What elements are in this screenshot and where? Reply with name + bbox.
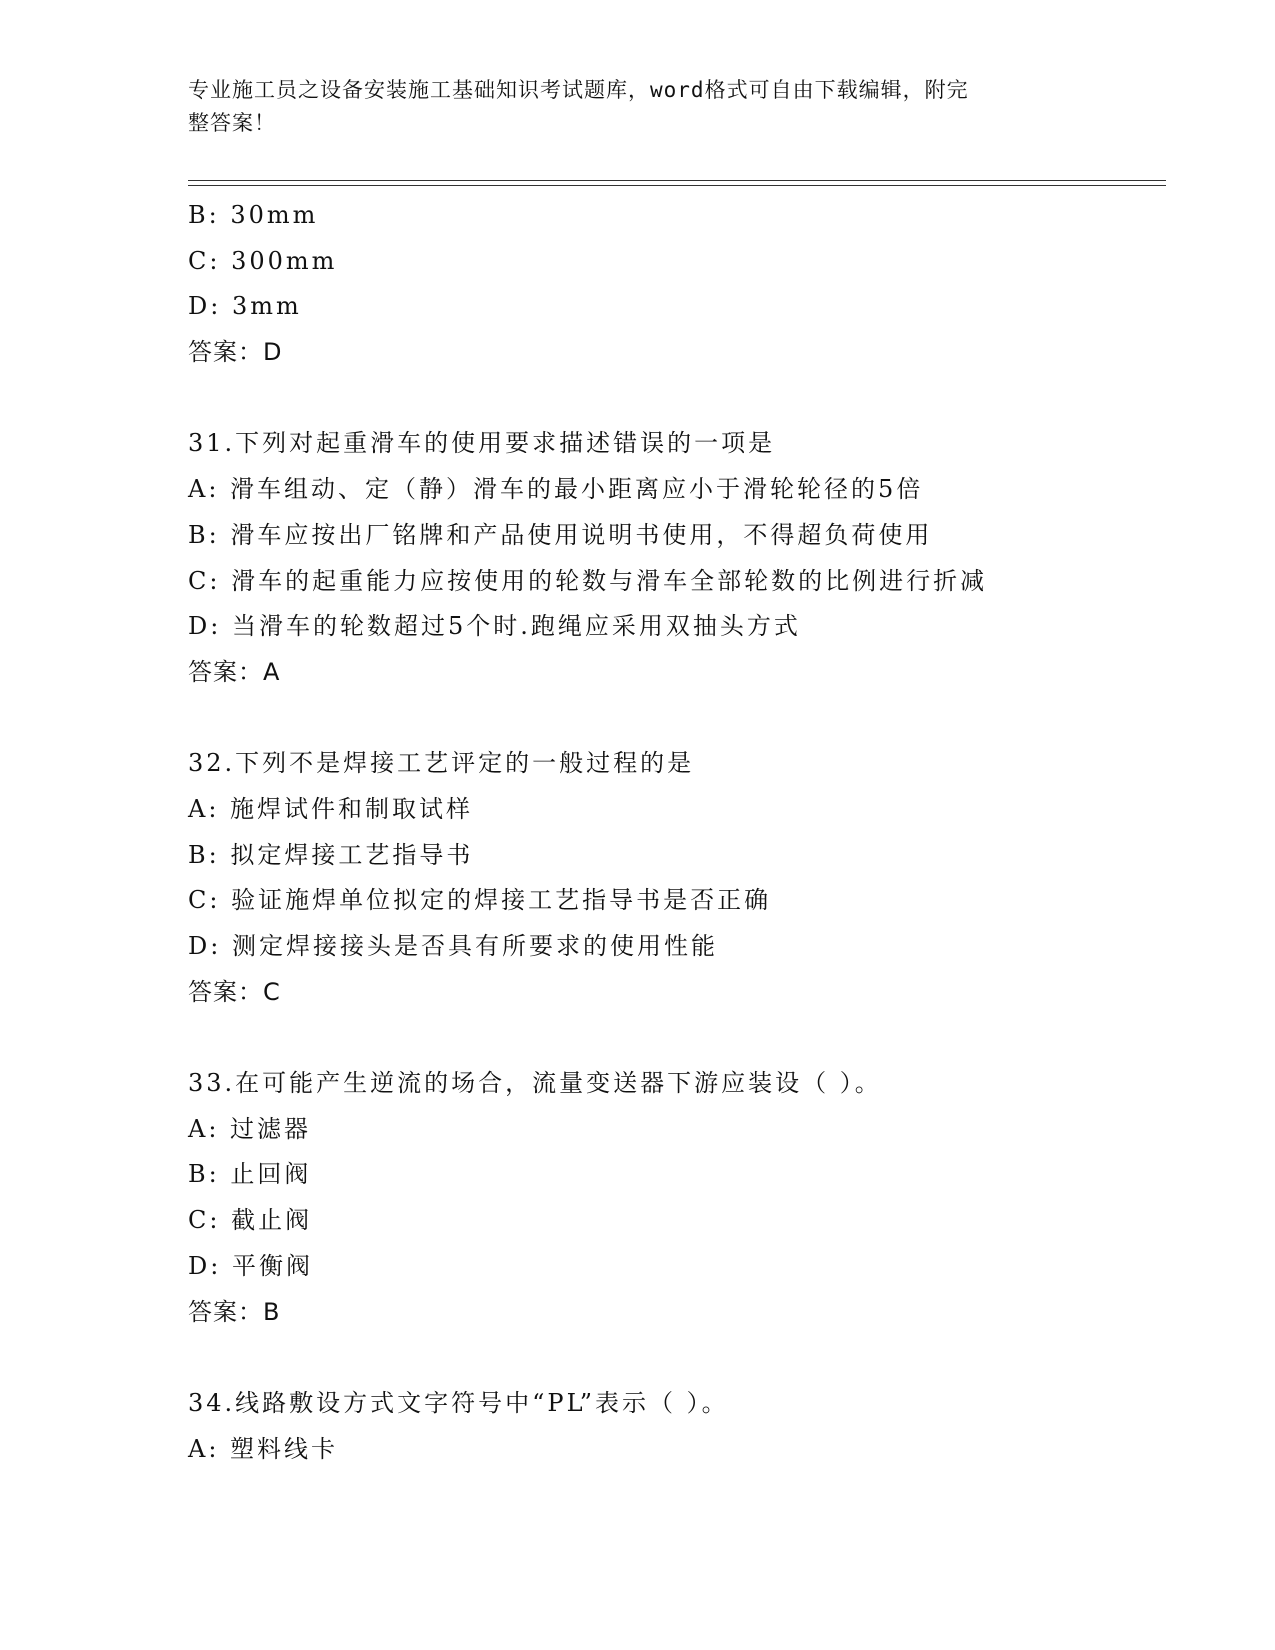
spacer xyxy=(188,376,1168,422)
option-d: D: 3mm xyxy=(188,292,302,321)
question-list xyxy=(188,193,1168,1472)
answer: 答案：C xyxy=(188,977,281,1006)
spacer xyxy=(188,1335,1168,1381)
option-b: B: 滑车应按出厂铭牌和产品使用说明书使用，不得超负荷使用 xyxy=(188,520,933,549)
question-31 xyxy=(188,421,1168,695)
option-b: B: 30mm xyxy=(188,201,319,229)
question-30-tail xyxy=(188,193,1168,376)
question-stem: 34.线路敷设方式文字符号中“PL”表示（ ）。 xyxy=(188,1388,729,1417)
question-stem: 32.下列不是焊接工艺评定的一般过程的是 xyxy=(188,749,695,778)
header-line-2: 整答案！ xyxy=(188,111,276,135)
option-d: D: 平衡阀 xyxy=(188,1251,313,1280)
option-c: C: 滑车的起重能力应按使用的轮数与滑车全部轮数的比例进行折减 xyxy=(188,566,988,595)
option-b: B: 止回阀 xyxy=(188,1160,312,1189)
option-a: A: 塑料线卡 xyxy=(188,1434,339,1463)
answer: 答案：A xyxy=(188,657,281,686)
option-a: A: 滑车组动、定（静）滑车的最小距离应小于滑轮轮径的5倍 xyxy=(188,475,924,504)
header-line-1: 专业施工员之设备安装施工基础知识考试题库，word格式可自由下载编辑，附完 xyxy=(188,78,969,102)
option-a: A: 过滤器 xyxy=(188,1114,312,1143)
answer: 答案：D xyxy=(188,338,283,367)
question-34 xyxy=(188,1381,1168,1472)
header-divider xyxy=(188,180,1166,186)
question-stem: 31.下列对起重滑车的使用要求描述错误的一项是 xyxy=(188,429,776,458)
answer: 答案：B xyxy=(188,1297,281,1326)
option-b: B: 拟定焊接工艺指导书 xyxy=(188,840,474,869)
option-c: C: 验证施焊单位拟定的焊接工艺指导书是否正确 xyxy=(188,886,772,915)
option-c: C: 截止阀 xyxy=(188,1206,313,1235)
question-33 xyxy=(188,1061,1168,1335)
option-a: A: 施焊试件和制取试样 xyxy=(188,794,474,823)
spacer xyxy=(188,696,1168,742)
option-d: D: 测定焊接接头是否具有所要求的使用性能 xyxy=(188,932,718,960)
document-header xyxy=(188,74,1088,140)
option-d: D: 当滑车的轮数超过5个时.跑绳应采用双抽头方式 xyxy=(188,612,801,641)
question-stem: 33.在可能产生逆流的场合，流量变送器下游应装设（ ）。 xyxy=(188,1069,882,1098)
question-32 xyxy=(188,741,1168,1015)
spacer xyxy=(188,1015,1168,1061)
option-c: C: 300mm xyxy=(188,246,338,275)
